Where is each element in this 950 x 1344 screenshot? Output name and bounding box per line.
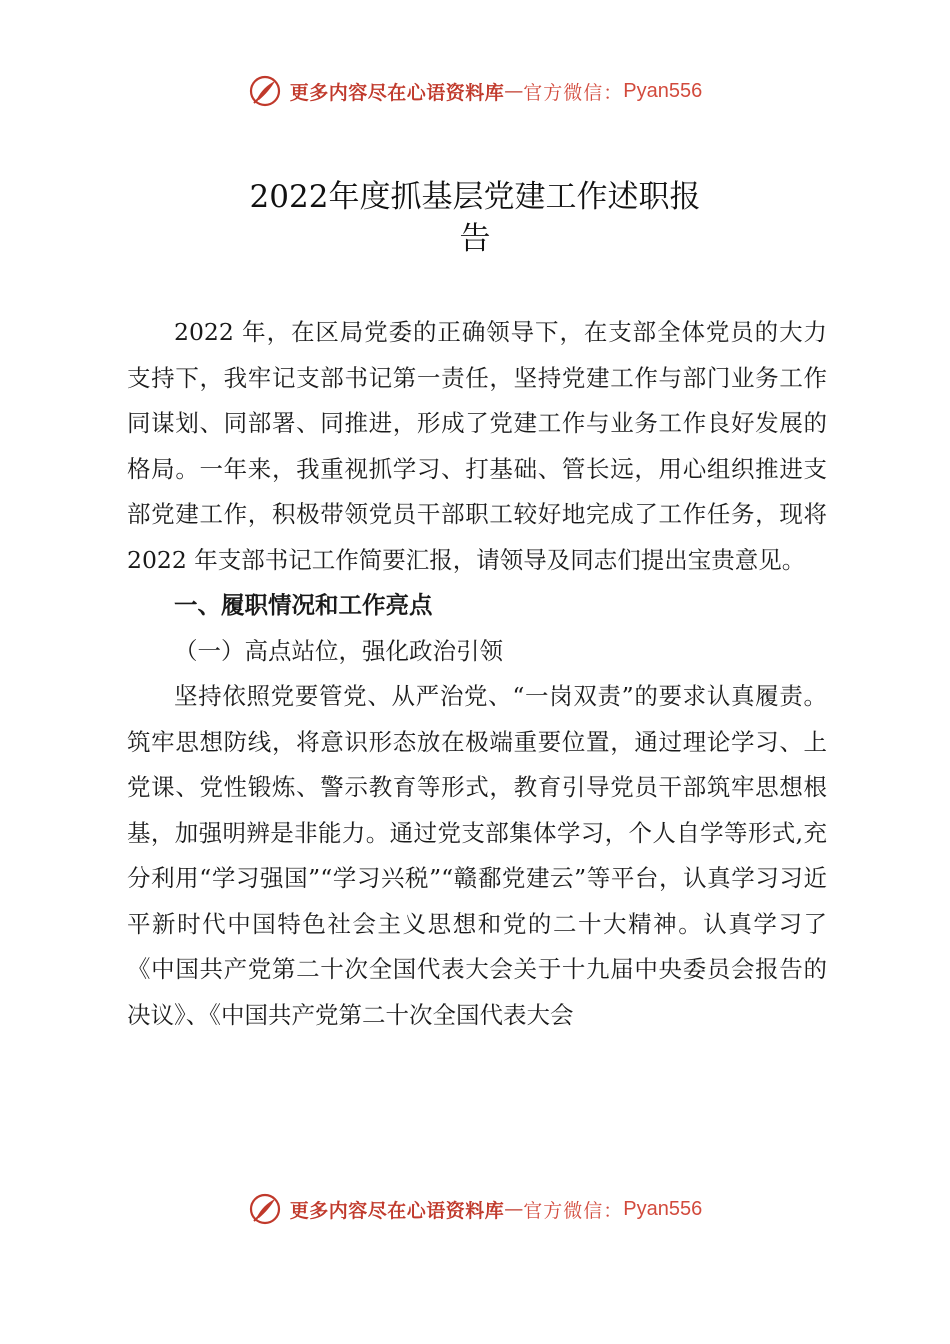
banner-dash: — xyxy=(504,80,524,102)
document-body xyxy=(127,310,827,1038)
title-line-2: 告 xyxy=(459,221,491,257)
banner-dash: — xyxy=(504,1198,524,1220)
quill-pen-icon xyxy=(248,74,282,108)
quill-pen-icon xyxy=(248,1192,282,1226)
banner-wechat-id: Pyan556 xyxy=(623,79,703,102)
section-heading: 一、履职情况和工作亮点 xyxy=(174,591,433,619)
banner-site-text: 更多内容尽在心语资料库 xyxy=(289,1199,505,1222)
banner-wechat-id: Pyan556 xyxy=(623,1197,703,1220)
banner-site-text: 更多内容尽在心语资料库 xyxy=(289,81,505,104)
banner-wechat-label: 官方微信： xyxy=(523,81,624,104)
title-line-1: 2022年度抓基层党建工作述职报 xyxy=(249,179,701,215)
footer-banner xyxy=(0,1192,950,1226)
header-banner xyxy=(0,74,950,108)
document-title xyxy=(0,176,950,260)
banner-wechat-label: 官方微信： xyxy=(523,1199,624,1222)
intro-paragraph: 2022 年，在区局党委的正确领导下，在支部全体党员的大力支持下，我牢记支部书记第一责任，坚持党建工作与部门业务工作同谋划、同部署、同推进，形成了党建工作与业务工作良好发展的格局。一年来，我重视抓学习、打基础、管长远，用心组织推进支部党建工作，积极带领党员干部职工较好地完成了工作任务，现将 2022 年支部书记工作简要汇报，请领导及同志们提出宝贵意见。 xyxy=(127,318,827,574)
subsection-heading: （一）高点站位，强化政治引领 xyxy=(174,636,503,665)
body-paragraph: 坚持依照党要管党、从严治党、“一岗双责”的要求认真履责。筑牢思想防线，将意识形态放在极端重要位置，通过理论学习、上党课、党性锻炼、警示教育等形式，教育引导党员干部筑牢思想根基，加强明辨是非能力。通过党支部集体学习，个人自学等形式,充分利用“学习强国”“学习兴税”“赣鄱党建云”等平台，认真学习习近平新时代中国特色社会主义思想和党的二十大精神。认真学习了《中国共产党第二十次全国代表大会关于十九届中央委员会报告的决议》、《中国共产党第二十次全国代表大会 xyxy=(127,682,827,1029)
